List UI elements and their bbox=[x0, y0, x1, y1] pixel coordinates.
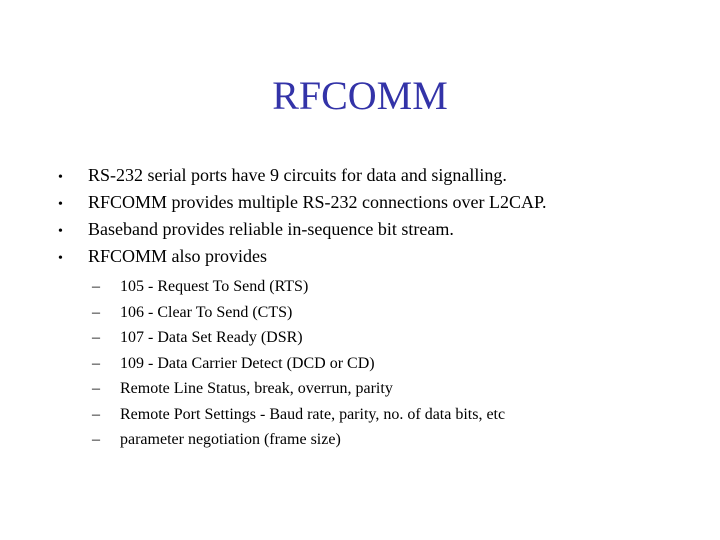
bullet-marker: • bbox=[58, 224, 63, 239]
bullet-item bbox=[58, 189, 698, 216]
dash-marker: – bbox=[92, 354, 100, 372]
sub-bullet-item bbox=[92, 325, 692, 351]
sub-bullet-item bbox=[92, 376, 692, 402]
bullet-marker: • bbox=[58, 170, 63, 185]
sub-bullet-text: 109 - Data Carrier Detect (DCD or CD) bbox=[120, 354, 375, 372]
dash-marker: – bbox=[92, 405, 100, 423]
sub-bullet-item bbox=[92, 402, 692, 428]
sub-bullet-item bbox=[92, 300, 692, 326]
sub-bullet-text: 105 - Request To Send (RTS) bbox=[120, 278, 309, 295]
sub-bullet-item bbox=[92, 427, 692, 453]
sub-bullet-text: parameter negotiation (frame size) bbox=[120, 431, 341, 448]
dash-marker: – bbox=[92, 329, 100, 346]
bullet-text: RFCOMM provides multiple RS-232 connections over L2CAP. bbox=[88, 192, 547, 212]
bullet-item bbox=[58, 243, 698, 270]
bullet-marker: • bbox=[58, 251, 63, 266]
sub-bullet-text: Remote Port Settings - Baud rate, parity, no. of data bits, etc bbox=[120, 405, 506, 423]
sub-bullet-text: 107 - Data Set Ready (DSR) bbox=[120, 329, 303, 346]
sub-bullet-item bbox=[92, 274, 692, 300]
dash-marker: – bbox=[92, 278, 100, 295]
bullet-text: RFCOMM also provides bbox=[88, 246, 268, 266]
sub-bullet-list bbox=[92, 274, 692, 453]
bullet-list bbox=[58, 162, 698, 270]
dash-marker: – bbox=[92, 431, 100, 448]
sub-bullet-text: Remote Line Status, break, overrun, parity bbox=[120, 380, 393, 397]
bullet-item bbox=[58, 162, 698, 189]
bullet-item bbox=[58, 216, 698, 243]
bullet-marker: • bbox=[58, 197, 63, 212]
bullet-text: Baseband provides reliable in-sequence bit stream. bbox=[88, 219, 454, 239]
sub-bullet-item bbox=[92, 351, 692, 377]
dash-marker: – bbox=[92, 303, 100, 321]
slide-title: RFCOMM bbox=[272, 73, 448, 118]
sub-bullet-text: 106 - Clear To Send (CTS) bbox=[120, 303, 293, 321]
dash-marker: – bbox=[92, 380, 100, 397]
bullet-text: RS-232 serial ports have 9 circuits for data and signalling. bbox=[88, 165, 507, 185]
